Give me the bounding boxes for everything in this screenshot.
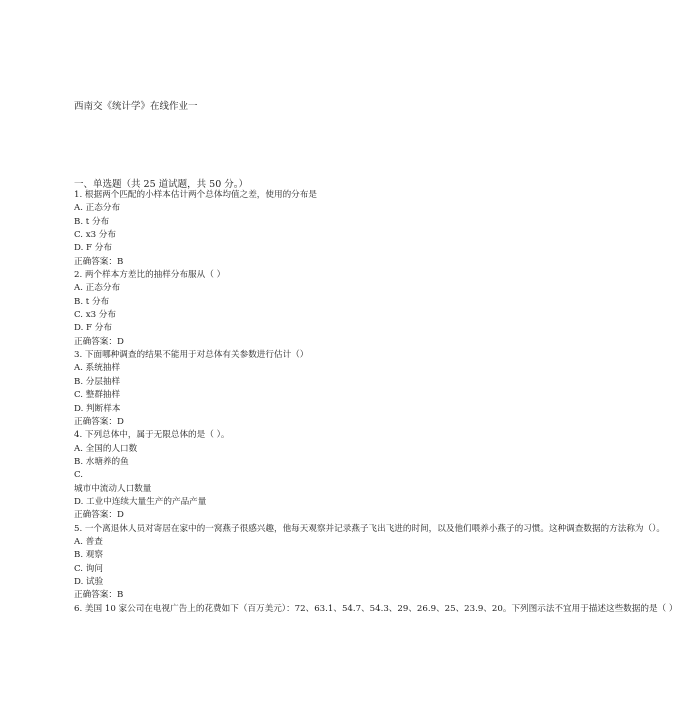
question-stem: 1. 根据两个匹配的小样本估计两个总体均值之差，使用的分布是 [74, 190, 317, 200]
option-b: B. 观察 [74, 550, 103, 561]
option-c: C. [74, 470, 84, 481]
option-b: B. t 分布 [74, 216, 110, 227]
correct-answer: 正确答案：D [74, 336, 124, 347]
correct-answer: 正确答案：B [74, 256, 124, 267]
question-list [74, 189, 677, 616]
option-a: A. 全国的人口数 [74, 443, 138, 454]
correct-answer: 正确答案：B [74, 590, 124, 601]
option-c: C. 询问 [74, 563, 103, 574]
option-d: D. F 分布 [74, 323, 112, 334]
option-c: C. x3 分布 [74, 310, 116, 321]
option-b: B. 水塘养的鱼 [74, 456, 129, 467]
option-c-text: 城市中流动人口数量 [74, 483, 152, 494]
option-d: D. 试验 [74, 576, 104, 587]
option-d: D. 工业中连续大量生产的产品产量 [74, 496, 207, 507]
correct-answer: 正确答案：D [74, 416, 124, 427]
question-stem: 3. 下面哪种调查的结果不能用于对总体有关参数进行估计（） [74, 350, 309, 361]
option-b: B. 分层抽样 [74, 376, 121, 387]
option-a: A. 正态分布 [74, 283, 121, 294]
question-stem: 4. 下列总体中，属于无限总体的是（ ）。 [74, 430, 230, 441]
question-stem: 6. 美国 10 家公司在电视广告上的花费如下（百万美元）：72、63.1、54.7、54.3、29、26.9、25、23.9、20。下列图示法不宜用于描述这些数据的是（ ） [74, 603, 677, 614]
question-stem: 2. 两个样本方差比的抽样分布服从（ ） [74, 270, 226, 281]
option-a: A. 普查 [74, 536, 103, 547]
section-header: 一、单选题（共 25 道试题，共 50 分。） [74, 179, 249, 190]
option-b: B. t 分布 [74, 296, 110, 307]
option-a: A. 正态分布 [74, 203, 121, 214]
option-c: C. x3 分布 [74, 230, 116, 241]
option-d: D. 判断样本 [74, 403, 121, 414]
correct-answer: 正确答案：D [74, 510, 124, 521]
option-d: D. F 分布 [74, 243, 112, 254]
document-title: 西南交《统计学》在线作业一 [74, 101, 198, 112]
option-a: A. 系统抽样 [74, 363, 121, 374]
option-c: C. 整群抽样 [74, 390, 121, 401]
question-stem: 5. 一个离退休人员对寄居在家中的一窝燕子很感兴趣，他每天观察并记录燕子飞出飞进的时间，以及他们喂养小燕子的习惯。这种调查数据的方法称为（）。 [74, 523, 666, 534]
